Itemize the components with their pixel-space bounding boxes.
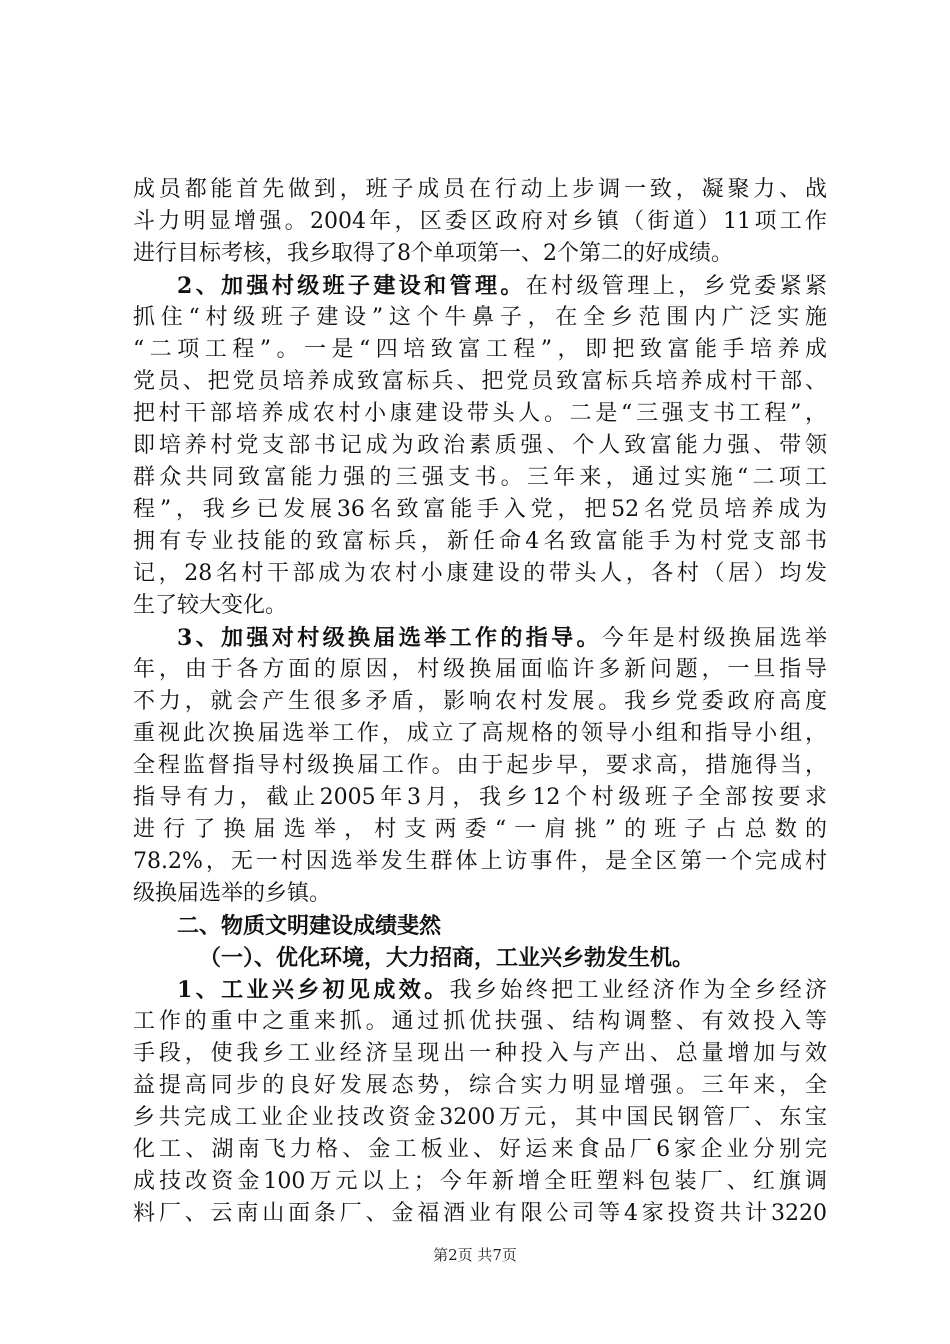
subsection-heading: （一）、优化环境，大力招商，工业兴乡勃发生机。 (199, 945, 695, 971)
text-line: 工作的重中之重来抓。通过抓优扶强、结构调整、有效投入等 (133, 1009, 827, 1034)
text-line: 乡共完成工业企业技改资金3200万元，其中国民钢管厂、东宝 (133, 1105, 827, 1130)
text-line: 斗力明显增强。2004年，区委区政府对乡镇（街道）11项工作 (133, 209, 827, 234)
text-line: 把村干部培养成农村小康建设带头人。二是“三强支书工程”， (133, 401, 827, 426)
text-line: 党员、把党员培养成致富标兵、把党员致富标兵培养成村干部、 (133, 369, 827, 394)
text-line: 化工、湖南飞力格、金工板业、好运来食品厂6家企业分别完 (133, 1137, 827, 1162)
text-line: 抓住“村级班子建设”这个牛鼻子，在全乡范围内广泛实施 (133, 305, 827, 330)
text-line: 重视此次换届选举工作，成立了高规格的领导小组和指导小组， (133, 721, 827, 746)
text-line: “二项工程”。一是“四培致富工程”，即把致富能手培养成 (133, 337, 827, 362)
paragraph-heading: 2、加强村级班子建设和管理。 (177, 273, 526, 299)
text-line: 78.2%，无一村因选举发生群体上访事件，是全区第一个完成村 (133, 849, 827, 874)
text-line: 级换届选举的乡镇。 (133, 881, 332, 906)
text-line: 年，由于各方面的原因，村级换届面临许多新问题，一旦指导 (133, 657, 827, 682)
paragraph-heading-line: 1、工业兴乡初见成效。我乡始终把工业经济作为全乡经济 (177, 977, 827, 1003)
text-line: 即培养村党支部书记成为政治素质强、个人致富能力强、带领 (133, 433, 827, 458)
text-line: 成员都能首先做到，班子成员在行动上步调一致，凝聚力、战 (133, 177, 827, 202)
text-line: 不力，就会产生很多矛盾，影响农村发展。我乡党委政府高度 (133, 689, 827, 714)
text-line: 益提高同步的良好发展态势，综合实力明显增强。三年来，全 (133, 1073, 827, 1098)
text-line: 生了较大变化。 (133, 593, 288, 618)
paragraph-heading-line: 2、加强村级班子建设和管理。在村级管理上，乡党委紧紧 (177, 273, 827, 299)
text-line: 拥有专业技能的致富标兵，新任命4名致富能手为村党支部书 (133, 529, 827, 554)
text-line: 群众共同致富能力强的三强支书。三年来，通过实施“二项工 (133, 465, 827, 490)
paragraph-heading: 3、加强对村级换届选举工作的指导。 (177, 625, 602, 651)
text-line: 料厂、云南山面条厂、金福酒业有限公司等4家投资共计3220 (133, 1201, 827, 1226)
document-body (133, 174, 827, 1230)
text-line: 程”，我乡已发展36名致富能手入党，把52名党员培养成为 (133, 497, 827, 522)
text-line: 手段，使我乡工业经济呈现出一种投入与产出、总量增加与效 (133, 1041, 827, 1066)
paragraph-heading: 1、工业兴乡初见成效。 (177, 977, 450, 1003)
text-line: 进行目标考核，我乡取得了8个单项第一、2个第二的好成绩。 (133, 241, 733, 266)
section-heading: 二、物质文明建设成绩斐然 (177, 913, 442, 939)
text-line: 成技改资金100万元以上；今年新增全旺塑料包装厂、红旗调 (133, 1169, 827, 1194)
page-number-footer: 第2页 共7页 (433, 1246, 517, 1264)
text-line: 进行了换届选举，村支两委“一肩挑”的班子占总数的 (133, 817, 827, 842)
paragraph-heading-line: 3、加强对村级换届选举工作的指导。今年是村级换届选举 (177, 625, 827, 651)
text-line: 全程监督指导村级换届工作。由于起步早，要求高，措施得当， (133, 753, 827, 778)
text-line: 记，28名村干部成为农村小康建设的带头人，各村（居）均发 (133, 561, 827, 586)
text-line: 指导有力，截止2005年3月，我乡12个村级班子全部按要求 (133, 785, 827, 810)
